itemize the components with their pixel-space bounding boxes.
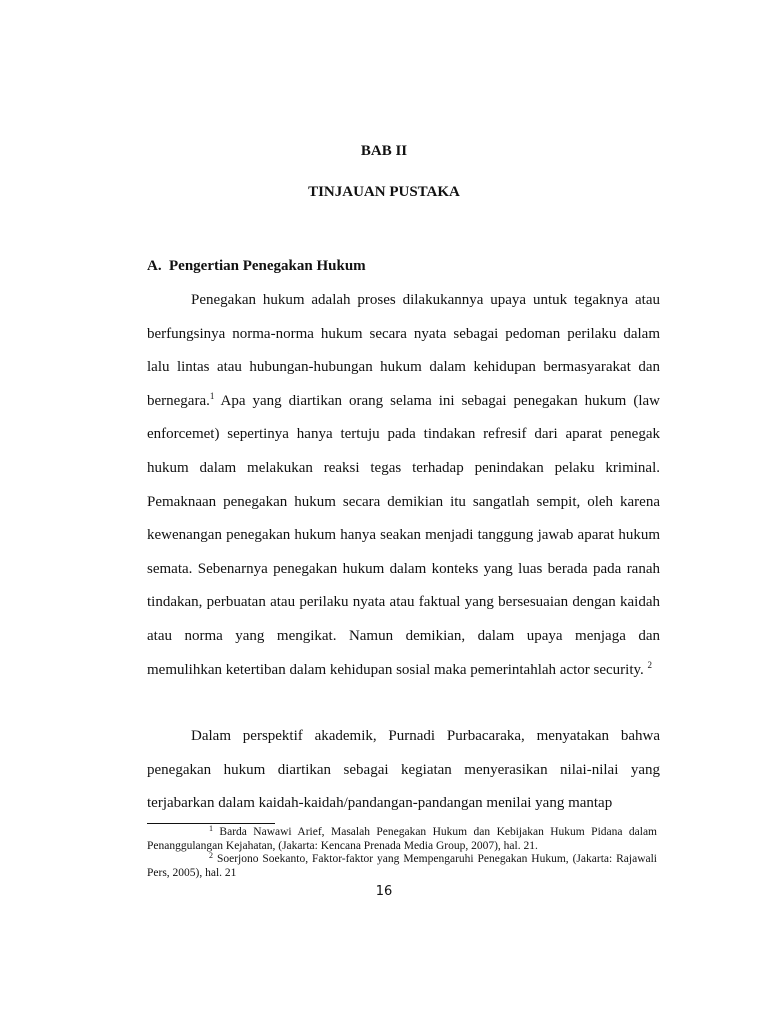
section-heading xyxy=(147,258,366,275)
paragraph-1-part-1: Penegakan hukum adalah proses dilakukannya upaya untuk tegaknya atau berfungsinya norma-norma hukum secara nyata sebagai pedoman perilaku dalam lalu lintas atau hubungan-hubungan hukum dalam kehidupan bermasyarakat dan bernegara. xyxy=(147,292,660,409)
footnote-2-number: 2 xyxy=(209,851,213,861)
footnotes xyxy=(147,826,657,880)
footnote-2 xyxy=(147,853,657,880)
footnote-ref-1: 1 xyxy=(209,390,215,401)
footnote-2-text: Soerjono Soekanto, Faktor-faktor yang Mempengaruhi Penegakan Hukum, (Jakarta: Rajawali Pers, 2005), hal. 21 xyxy=(147,853,657,879)
chapter-title: TINJAUAN PUSTAKA xyxy=(308,184,460,200)
paragraph-2 xyxy=(147,720,660,821)
section-letter: A. xyxy=(147,258,162,274)
paragraph-1-part-2: Apa yang diartikan orang selama ini sebagai penegakan hukum (law enforcemet) sepertinya hanya tertuju pada tindakan refresif dari aparat penegak hukum dalam melakukan reaksi tegas terhadap penindakan pelaku kriminal. Pemaknaan penegakan hukum secara demikian itu sangatlah sempit, oleh karena kewenangan penegakan hukum hanya seakan menjadi tanggung jawab aparat hukum semata. Sebenarnya penegakan hukum dalam konteks yang luas berada pada ranah tindakan, perbuatan atau perilaku nyata atau faktual yang bersesuaian dengan kaidah atau norma yang mengikat. Namun demikian, dalam upaya menjaga dan memulihkan ketertiban dalam kehidupan sosial maka pemerintahlah actor security. xyxy=(147,392,660,678)
footnote-1 xyxy=(147,826,657,853)
paragraph-1 xyxy=(147,284,660,687)
footnote-1-number: 1 xyxy=(209,824,213,833)
footnote-ref-2: 2 xyxy=(647,659,653,670)
paragraph-2-text: Dalam perspektif akademik, Purnadi Purbacaraka, menyatakan bahwa penegakan hukum diartikan sebagai kegiatan menyerasikan nilai-nilai yang terjabarkan dalam kaidah-kaidah/pandangan-pandangan menilai yang mantap xyxy=(147,728,660,812)
chapter-number: BAB II xyxy=(360,143,408,159)
page-number: 16 xyxy=(375,884,393,899)
section-title: Pengertian Penegakan Hukum xyxy=(169,258,366,274)
footnote-1-text: Barda Nawawi Arief, Masalah Penegakan Hukum dan Kebijakan Hukum Pidana dalam Penanggulangan Kejahatan, (Jakarta: Kencana Prenada Media Group, 2007), hal. 21. xyxy=(147,826,657,852)
